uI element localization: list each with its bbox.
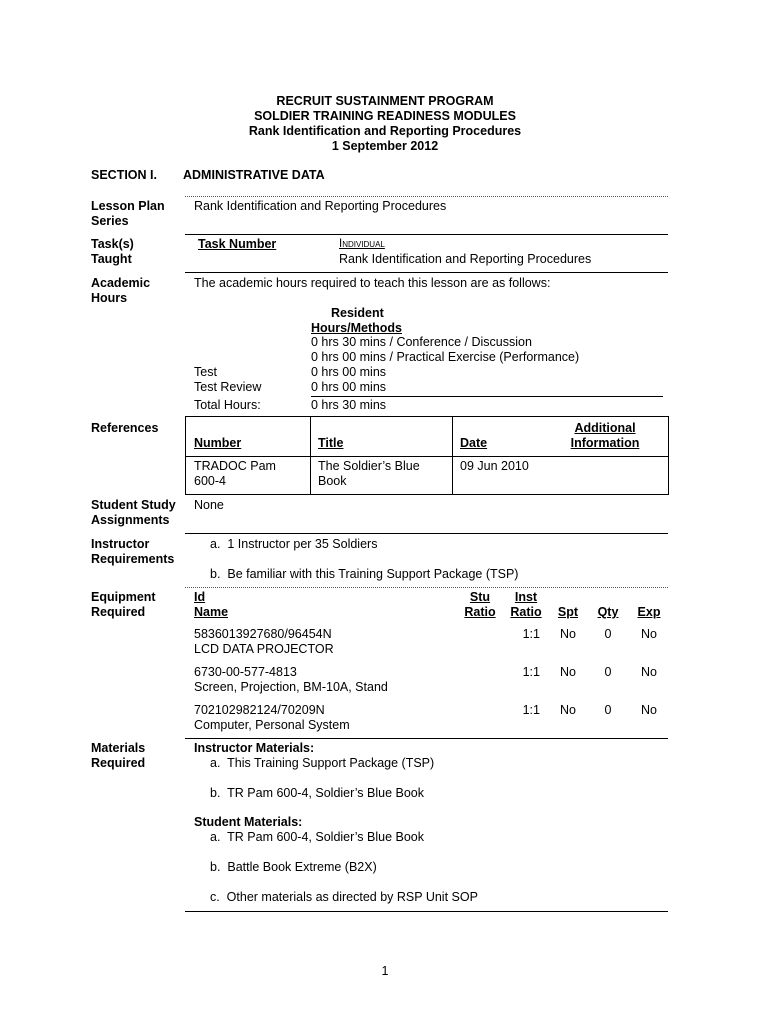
- equip-qty: 0: [604, 703, 612, 717]
- equip-id: 6730-00-577-4813: [194, 665, 297, 679]
- divider: [185, 738, 668, 739]
- hours-row-value: 0 hrs 00 mins: [311, 380, 387, 394]
- equipment-label: Equipment: [91, 590, 156, 604]
- student-material-item: a. TR Pam 600-4, Soldier’s Blue Book: [210, 830, 425, 844]
- divider: [185, 911, 668, 912]
- ref-date: 09 Jun 2010: [460, 459, 529, 473]
- divider: [185, 533, 668, 534]
- equip-spt: No: [560, 703, 576, 717]
- task-type: Individual: [339, 238, 385, 250]
- academic-intro: The academic hours required to teach this lesson are as follows:: [194, 276, 551, 290]
- section-title: ADMINISTRATIVE DATA: [183, 168, 325, 182]
- ref-date-header: Date: [460, 436, 488, 450]
- equip-exp: No: [641, 703, 657, 717]
- hours-row-value: 0 hrs 00 mins / Practical Exercise (Performance): [311, 350, 580, 364]
- equip-qty: 0: [604, 665, 612, 679]
- student-material-item: b. Battle Book Extreme (B2X): [210, 860, 377, 874]
- document-date: 1 September 2012: [331, 139, 439, 153]
- equip-spt: No: [560, 665, 576, 679]
- equip-name: LCD DATA PROJECTOR: [194, 642, 334, 656]
- equipment-label-2: Required: [91, 605, 146, 619]
- total-rule: [311, 396, 663, 397]
- divider: [185, 272, 668, 273]
- equip-exp: No: [641, 665, 657, 679]
- equip-inst-ratio-header: Ratio: [510, 605, 542, 619]
- tasks-label: Task(s): [91, 237, 134, 251]
- equip-id: 5836013927680/96454N: [194, 627, 332, 641]
- equip-stu-header: Stu: [469, 590, 491, 604]
- lesson-plan-label-2: Series: [91, 214, 129, 228]
- instructor-item: a. 1 Instructor per 35 Soldiers: [210, 537, 378, 551]
- hours-methods-heading: Hours/Methods: [311, 321, 402, 335]
- instructor-label-2: Requirements: [91, 552, 175, 566]
- divider: [185, 196, 668, 197]
- equip-id-header: Id: [194, 590, 206, 604]
- student-material-item: c. Other materials as directed by RSP Unit SOP: [210, 890, 478, 904]
- equip-exp-header: Exp: [637, 605, 661, 619]
- academic-label-2: Hours: [91, 291, 128, 305]
- ref-number: TRADOC Pam: [194, 459, 276, 473]
- student-materials-heading: Student Materials:: [194, 815, 303, 829]
- task-name: Rank Identification and Reporting Procedures: [339, 252, 592, 266]
- equip-stu-ratio-header: Ratio: [464, 605, 496, 619]
- equip-qty: 0: [604, 627, 612, 641]
- equip-name: Screen, Projection, BM-10A, Stand: [194, 680, 388, 694]
- equip-spt-header: Spt: [557, 605, 579, 619]
- total-hours-label: Total Hours:: [194, 398, 261, 412]
- student-study-label-2: Assignments: [91, 513, 170, 527]
- equip-qty-header: Qty: [597, 605, 619, 619]
- equip-inst-ratio: 1:1: [522, 703, 540, 717]
- module-title: SOLDIER TRAINING READINESS MODULES: [254, 109, 516, 123]
- hours-row-label: Test: [194, 365, 217, 379]
- references-label: References: [91, 421, 159, 435]
- academic-label: Academic: [91, 276, 151, 290]
- lesson-title: Rank Identification and Reporting Procedures: [248, 124, 522, 138]
- equip-name: Computer, Personal System: [194, 718, 350, 732]
- total-hours-value: 0 hrs 30 mins: [311, 398, 387, 412]
- ref-number-2: 600-4: [194, 474, 226, 488]
- divider: [185, 587, 668, 588]
- equip-exp: No: [641, 627, 657, 641]
- lesson-plan-label: Lesson Plan: [91, 199, 165, 213]
- ref-title-2: Book: [318, 474, 347, 488]
- section-label: SECTION I.: [91, 168, 157, 182]
- program-title: RECRUIT SUSTAINMENT PROGRAM: [276, 94, 494, 108]
- lesson-plan-value: Rank Identification and Reporting Procedures: [194, 199, 447, 213]
- equip-id: 702102982124/70209N: [194, 703, 325, 717]
- tasks-label-2: Taught: [91, 252, 132, 266]
- resident-heading: Resident: [331, 306, 384, 320]
- hours-row-value: 0 hrs 30 mins / Conference / Discussion: [311, 335, 532, 349]
- instructor-material-item: a. This Training Support Package (TSP): [210, 756, 435, 770]
- materials-label: Materials: [91, 741, 146, 755]
- student-study-value: None: [194, 498, 224, 512]
- ref-title-header: Title: [318, 436, 344, 450]
- equip-inst-ratio: 1:1: [522, 665, 540, 679]
- hours-row-value: 0 hrs 00 mins: [311, 365, 387, 379]
- divider: [185, 416, 668, 417]
- page-number: 1: [381, 964, 389, 978]
- equip-name-header: Name: [194, 605, 229, 619]
- student-study-label: Student Study: [91, 498, 176, 512]
- instructor-item: b. Be familiar with this Training Support Package (TSP): [210, 567, 519, 581]
- equip-spt: No: [560, 627, 576, 641]
- ref-title: The Soldier’s Blue: [318, 459, 420, 473]
- task-number-header: Task Number: [198, 237, 277, 251]
- instructor-label: Instructor: [91, 537, 150, 551]
- divider: [185, 234, 668, 235]
- materials-label-2: Required: [91, 756, 146, 770]
- ref-additional-header: Additional: [574, 421, 636, 435]
- equip-inst-ratio: 1:1: [522, 627, 540, 641]
- equip-inst-header: Inst: [514, 590, 538, 604]
- hours-row-label: Test Review: [194, 380, 262, 394]
- instructor-materials-heading: Instructor Materials:: [194, 741, 315, 755]
- ref-number-header: Number: [194, 436, 242, 450]
- instructor-material-item: b. TR Pam 600-4, Soldier’s Blue Book: [210, 786, 425, 800]
- ref-information-header: Information: [570, 436, 640, 450]
